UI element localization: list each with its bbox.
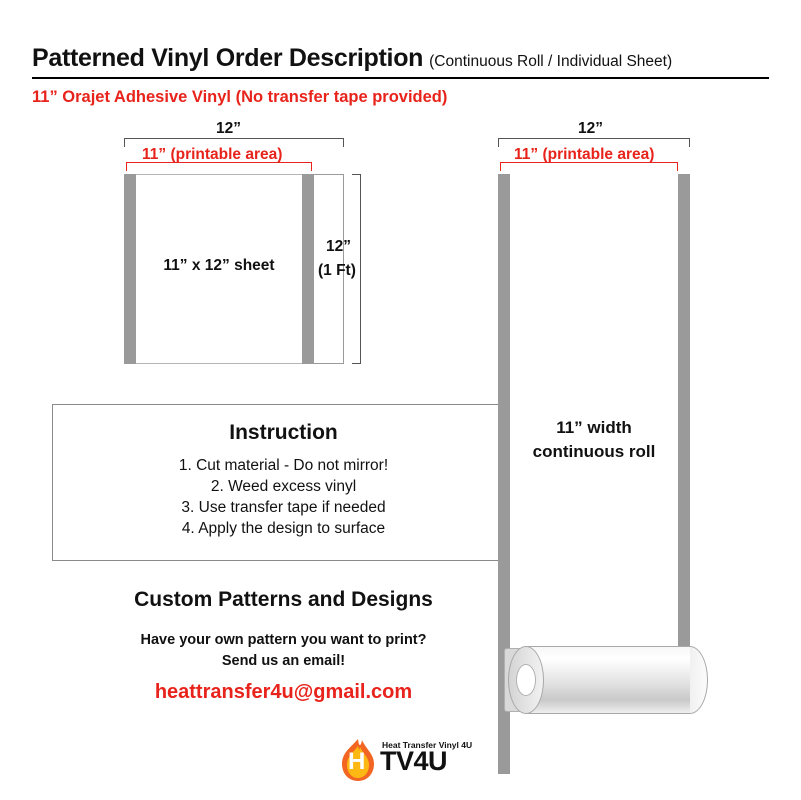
instruction-step: 2. Weed excess vinyl	[210, 478, 357, 495]
roll-caption	[498, 416, 690, 464]
sheet-printable-label: 11” (printable area)	[142, 146, 283, 163]
roll-width-label: 12”	[578, 120, 603, 137]
sheet-diagram	[124, 120, 374, 378]
roll-printable-label: 11” (printable area)	[514, 146, 655, 163]
page-subtitle: (Continuous Roll / Individual Sheet)	[429, 53, 673, 70]
instruction-step: 4. Apply the design to surface	[181, 520, 386, 537]
custom-patterns-text	[52, 630, 515, 672]
sheet-width-label: 12”	[216, 120, 241, 137]
custom-patterns-line1: Have your own pattern you want to print?	[140, 632, 427, 648]
brand-logo	[330, 736, 480, 788]
roll-tube-hole	[516, 664, 536, 696]
roll-caption-line1: 11” width	[556, 418, 632, 437]
contact-email[interactable]: heattransfer4u@gmail.com	[154, 681, 413, 703]
custom-patterns-title: Custom Patterns and Designs	[134, 588, 433, 611]
roll-tube-body	[526, 646, 690, 714]
custom-patterns-line2: Send us an email!	[221, 653, 346, 669]
material-note: 11” Orajet Adhesive Vinyl (No transfer tape provided)	[32, 88, 448, 106]
logo-mark-letter: H	[348, 748, 366, 775]
header-title-line	[32, 44, 769, 73]
logo-wordmark: TV4U	[380, 746, 448, 776]
roll-tube	[504, 646, 690, 714]
instruction-box	[52, 404, 515, 561]
sheet-height-label: 12”	[326, 238, 351, 255]
logo-tagline: Heat Transfer Vinyl 4U	[382, 740, 473, 750]
roll-diagram	[490, 120, 720, 726]
sheet-edge-right	[302, 174, 314, 364]
roll-caption-line2: continuous roll	[532, 442, 656, 461]
instruction-step: 1. Cut material - Do not mirror!	[178, 457, 389, 474]
sheet-height-sublabel: (1 Ft)	[318, 262, 356, 279]
instruction-title: Instruction	[229, 421, 338, 444]
header-divider	[32, 77, 769, 79]
page-title: Patterned Vinyl Order Description	[32, 44, 424, 72]
instruction-step: 3. Use transfer tape if needed	[181, 499, 386, 516]
sheet-edge-left	[124, 174, 136, 364]
page-header	[32, 44, 769, 73]
sheet-caption: 11” x 12” sheet	[163, 257, 275, 274]
instruction-list	[53, 455, 514, 539]
